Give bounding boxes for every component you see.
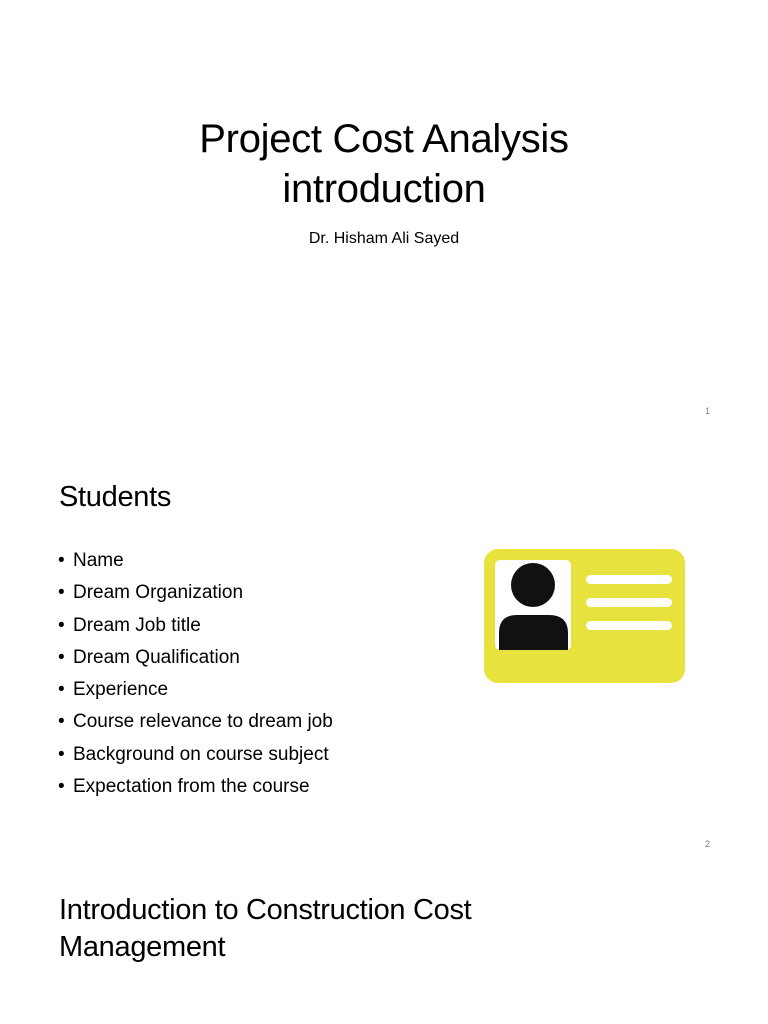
author-subtitle: Dr. Hisham Ali Sayed <box>308 230 460 247</box>
slide-1 <box>0 0 768 432</box>
text-line <box>586 621 672 630</box>
list-item: • Dream Organization <box>58 582 244 604</box>
id-card-icon <box>484 549 685 683</box>
slide-3 <box>0 864 768 1024</box>
slide-number: 2 <box>704 839 710 849</box>
slide-2 <box>0 432 768 864</box>
heading-line-2: Management <box>59 931 226 963</box>
text-line <box>586 575 672 584</box>
slide-heading <box>59 892 471 966</box>
list-item: • Name <box>58 550 124 571</box>
bullet-list <box>58 545 333 803</box>
list-item: • Dream Qualification <box>58 646 240 668</box>
slide-title <box>0 114 768 214</box>
title-line-2: introduction <box>282 167 486 211</box>
list-item: • Dream Job title <box>58 614 201 636</box>
text-line <box>586 598 672 607</box>
title-line-1: Project Cost Analysis <box>199 117 569 161</box>
person-head <box>511 563 555 607</box>
list-item: • Experience <box>58 679 169 701</box>
person-body <box>499 615 568 650</box>
slide-heading: Students <box>59 481 172 513</box>
list-item: • Course relevance to dream job <box>58 711 333 733</box>
heading-line-1: Introduction to Construction Cost <box>59 894 472 926</box>
slide-number: 1 <box>704 406 710 416</box>
list-item: • Expectation from the course <box>58 776 310 798</box>
list-item: • Background on course subject <box>58 743 329 765</box>
